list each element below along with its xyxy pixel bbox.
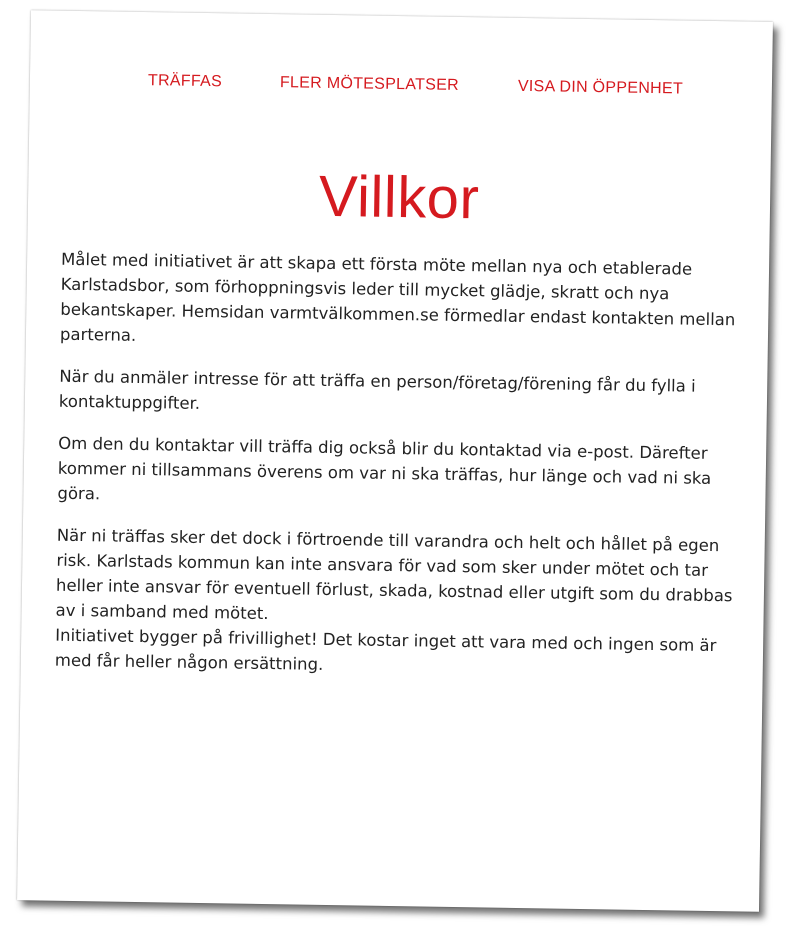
terms-paragraph-voluntary: Initiativet bygger på frivillighet! Det kostar inget att vara med och ingen som är med får heller någon ersättning. <box>54 625 717 674</box>
terms-paragraph-contact: Om den du kontaktar vill träffa dig också blir du kontaktad via e-post. Därefter kommer ni tillsammans överens om var ni ska träffas, hur länge och vad ni ska göra. <box>57 433 712 504</box>
nav-link-fler-motesplatser[interactable]: FLER MÖTESPLATSER <box>279 74 460 94</box>
terms-page <box>17 10 773 912</box>
nav-link-traffas[interactable]: TRÄFFAS <box>147 72 223 91</box>
terms-content <box>55 247 756 684</box>
terms-paragraph-registration: När du anmäler intresse för att träffa en person/företag/förening får du fylla i kontaktuppgifter. <box>58 366 696 413</box>
terms-paragraph-purpose: Målet med initiativet är att skapa ett första möte mellan nya och etablerade Karlstadsbor, som förhoppningsvis leder till mycket glädje, skratt och nya bekantskaper. Hemsidan varmtvälkommen.se förmedlar endast kontakten mellan parterna. <box>59 249 736 345</box>
page-title: Villkor <box>318 163 480 232</box>
nav-link-visa-din-oppenhet[interactable]: VISA DIN ÖPPENHET <box>517 77 684 98</box>
top-navigation <box>30 70 772 112</box>
terms-paragraph-liability: När ni träffas sker det dock i förtroende till varandra och helt och hållet på egen risk. Karlstads kommun kan inte ansvara för vad som sker under mötet och tar heller inte ansvar för eventuell förlust, skada, kostnad eller utgift som du drabbas av i samband med mötet. <box>55 525 733 624</box>
